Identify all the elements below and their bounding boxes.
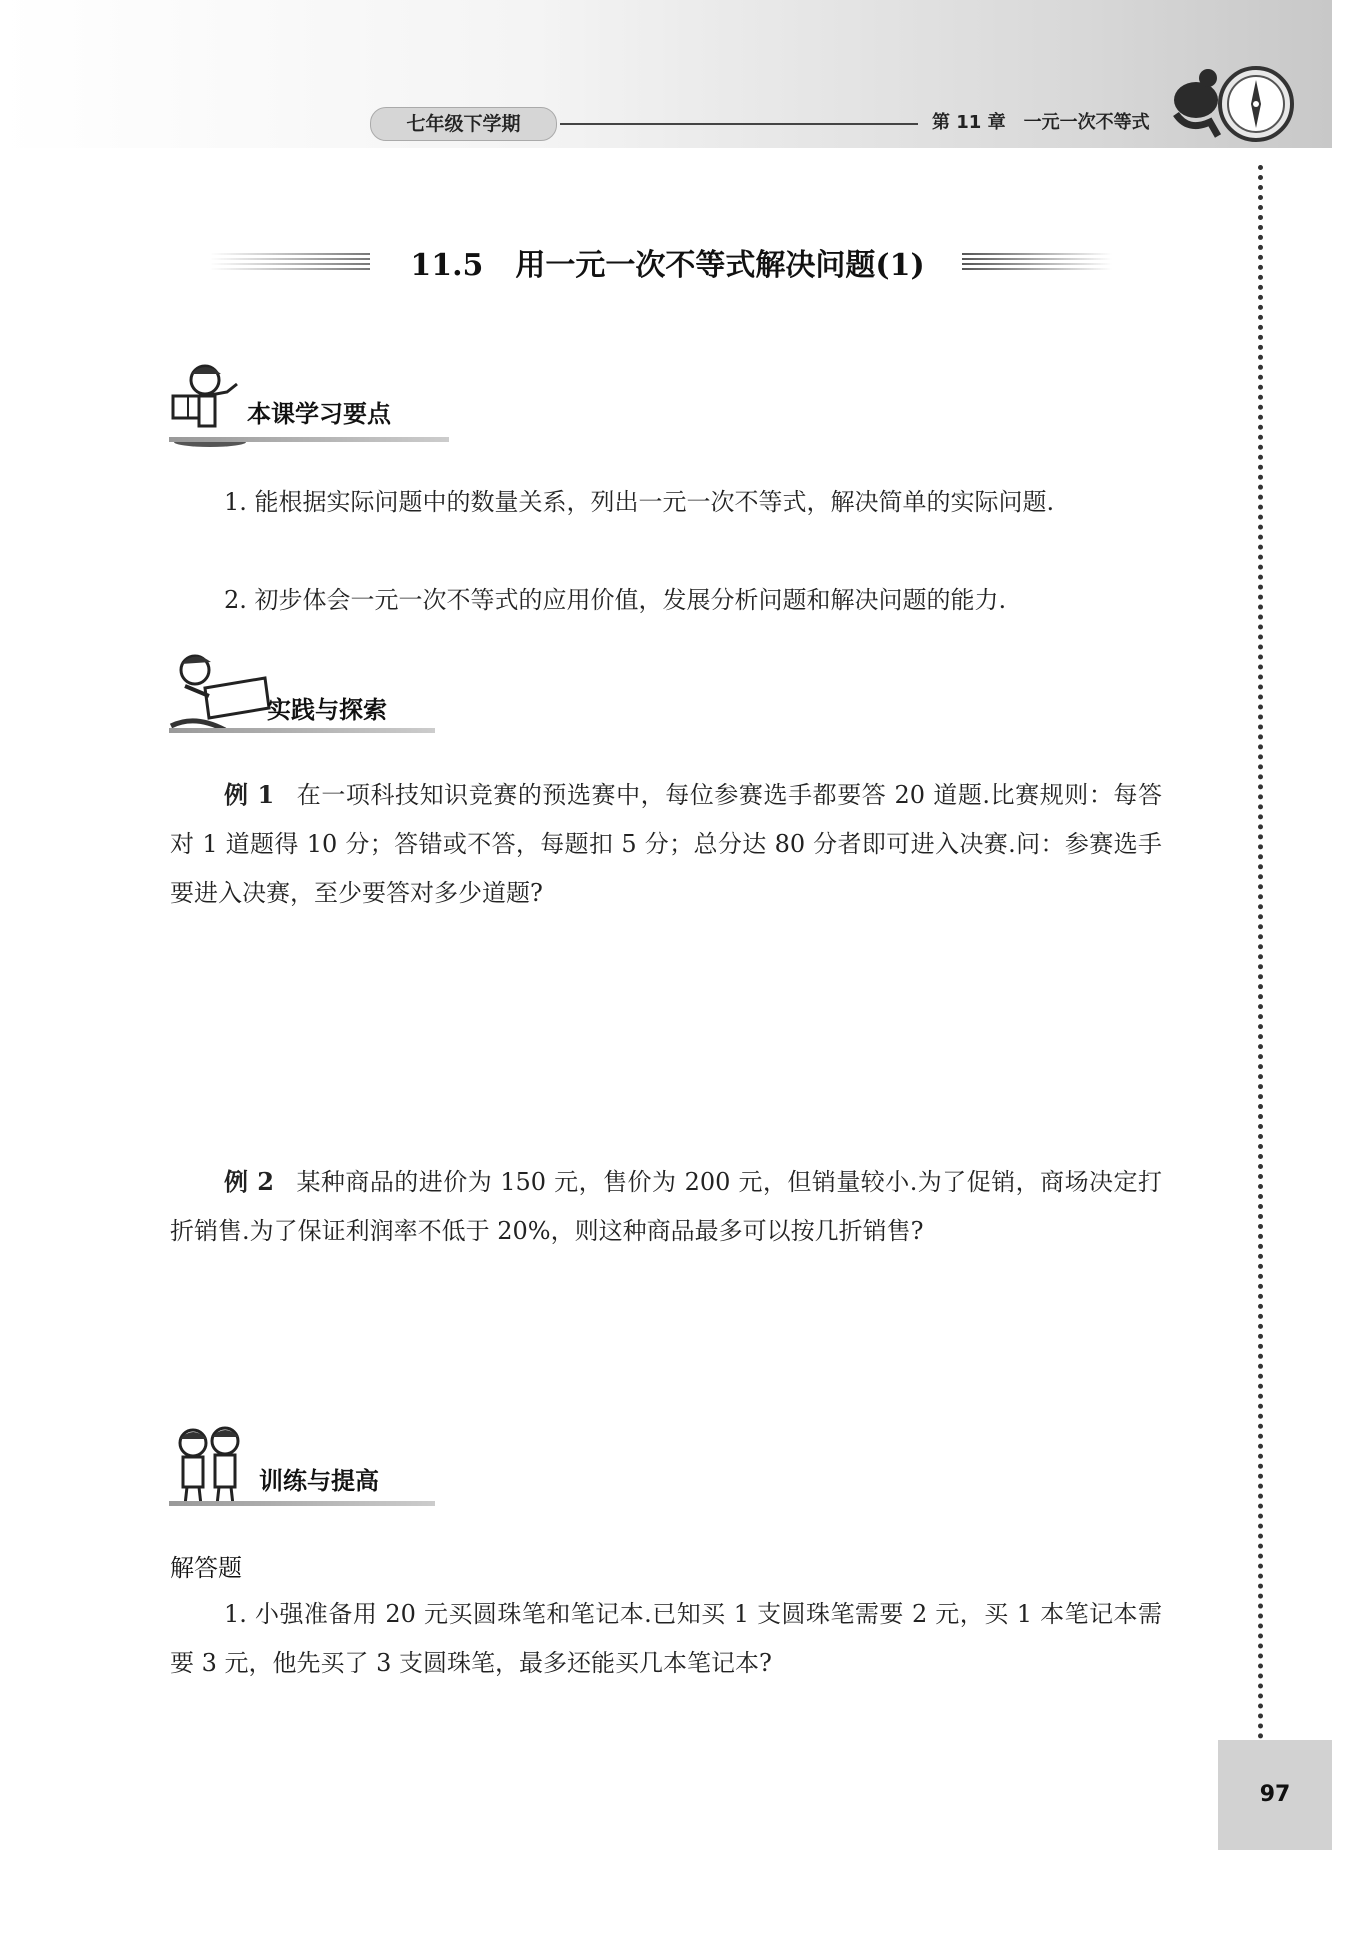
example-2 (170, 1157, 1162, 1256)
section-practice (165, 648, 440, 728)
section-label: 训练与提高 (259, 1467, 379, 1495)
section-key-points (165, 362, 455, 442)
section-underline (169, 437, 449, 442)
example-1-text: 在一项科技知识竞赛的预选赛中，每位参赛选手都要答 20 道题.比赛规则：每答对 1 道题得 10 分；答错或不答，每题扣 5 分；总分达 80 分者即可进入决赛.问：参赛选手要进入决赛，至少要答对多少道题? (170, 781, 1162, 907)
section-underline (169, 728, 435, 733)
boy-reading-icon (165, 362, 255, 448)
title-deco-right (962, 253, 1112, 273)
page-number: 97 (1259, 1782, 1291, 1807)
lesson-number: 11.5 (410, 248, 484, 283)
two-kids-icon (165, 1425, 255, 1509)
example-1 (170, 770, 1162, 918)
example-2-text: 某种商品的进价为 150 元，售价为 200 元，但销量较小.为了促销，商场决定打折销售.为了保证利润率不低于 20%，则这种商品最多可以按几折销售? (170, 1168, 1162, 1245)
boy-writing-icon (165, 648, 275, 738)
runner-compass-icon (1158, 62, 1298, 146)
section-training (165, 1425, 440, 1505)
section-label: 实践与探索 (267, 696, 387, 724)
question-1: 1. 小强准备用 20 元买圆珠笔和笔记本.已知买 1 支圆珠笔需要 2 元，买 1 本笔记本需要 3 元，他先买了 3 支圆珠笔，最多还能买几本笔记本? (170, 1600, 1162, 1677)
lesson-title-text (380, 240, 955, 284)
chapter-heading (932, 108, 1172, 134)
title-deco-left (210, 253, 370, 273)
margin-dotted-rule (1258, 165, 1263, 1740)
example-1-label: 例 1 (224, 780, 275, 809)
section-label: 本课学习要点 (247, 400, 391, 428)
chapter-title: 一元一次不等式 (1023, 112, 1150, 133)
key-point-2: 2. 初步体会一元一次不等式的应用价值，发展分析问题和解决问题的能力. (224, 586, 1007, 614)
header-divider (560, 123, 918, 125)
chapter-number: 第 11 章 (932, 112, 1006, 133)
key-point-1: 1. 能根据实际问题中的数量关系，列出一元一次不等式，解决简单的实际问题. (224, 488, 1055, 516)
lesson-name: 用一元一次不等式解决问题(1) (515, 248, 925, 283)
section-underline (169, 1501, 435, 1506)
grade-label: 七年级下学期 (370, 107, 557, 141)
example-2-label: 例 2 (224, 1167, 274, 1196)
question-type-heading: 解答题 (170, 1554, 242, 1582)
lesson-title (210, 240, 1110, 286)
